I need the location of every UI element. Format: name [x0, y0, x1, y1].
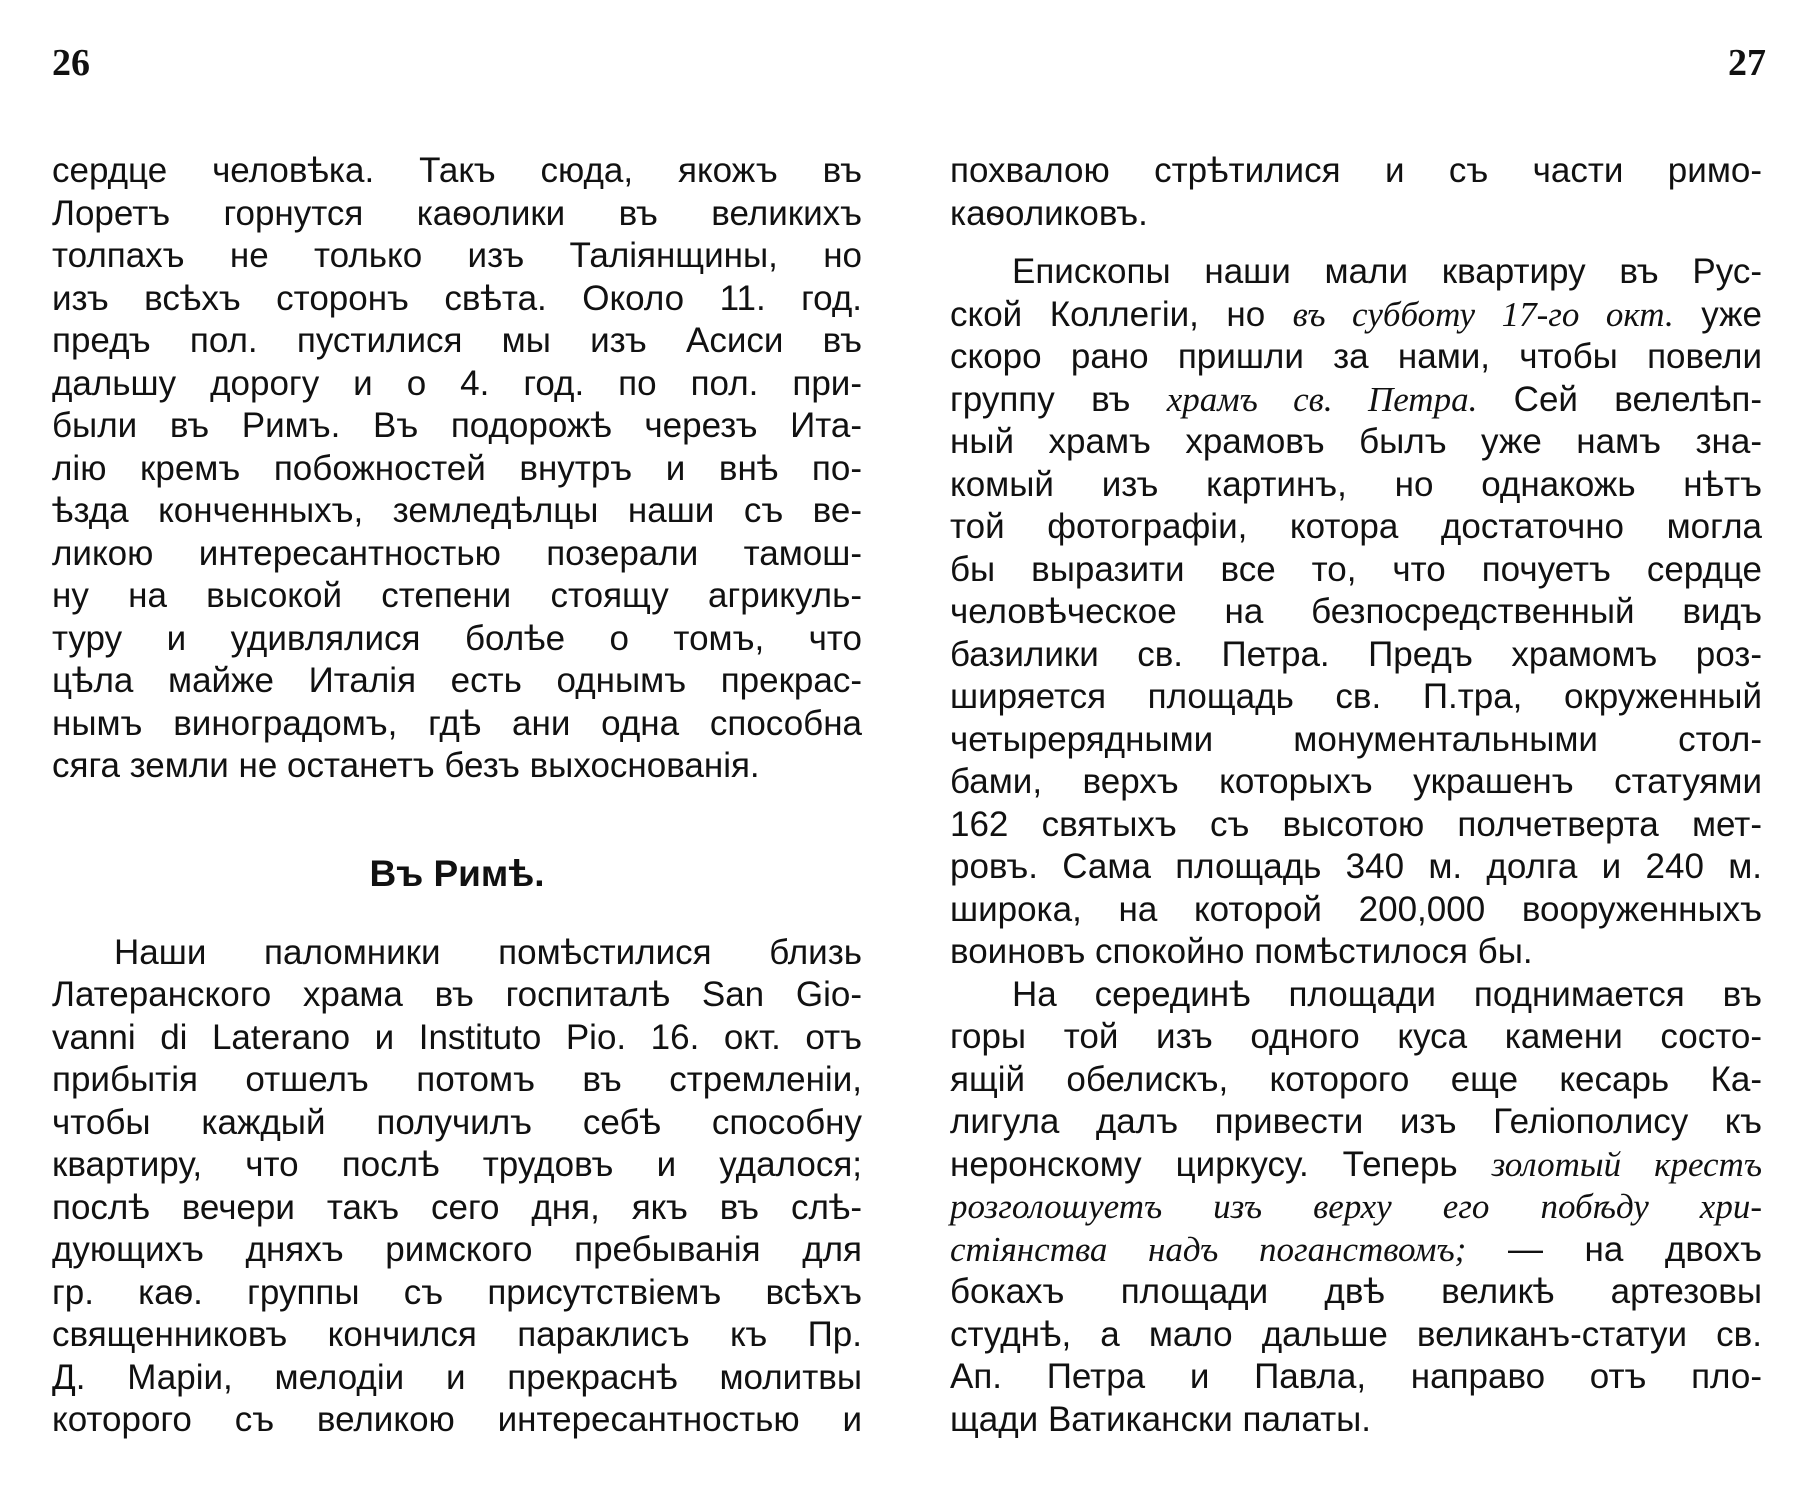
text-line: Епископы наши мали квартиру въ Рус-	[1012, 252, 1762, 291]
text-span: уже	[1673, 294, 1762, 334]
text-line: На серединѣ площади поднимается въ	[1012, 974, 1762, 1014]
text-line: бы выразити все то, что почуетъ сердце	[950, 549, 1762, 589]
text-line: ѣзда конченныхъ, земледѣлцы наши съ ве-	[52, 491, 862, 530]
text-line: дальшу дорогу и о 4. год. по пол. при-	[52, 363, 862, 403]
text-line: Д. Маріи, мелодіи и прекраснѣ молитвы	[52, 1357, 862, 1397]
text-line	[950, 1144, 1762, 1187]
text-line: базилики св. Петра. Предъ храмомъ роз-	[950, 634, 1762, 674]
text-line	[950, 1229, 1762, 1272]
right-paragraph-1	[950, 150, 1762, 235]
text-line: Латеранского храма въ госпиталѣ San Gio-	[52, 975, 862, 1014]
right-paragraph-3	[950, 974, 1762, 1442]
text-line: квартиру, что послѣ трудовъ и удалося;	[52, 1145, 862, 1184]
text-line: толпахъ не только изъ Таліянщины, но	[52, 236, 862, 275]
text-line: каѳоликовъ.	[950, 193, 1148, 233]
text-line: 162 святыхъ съ высотою полчетверта мет-	[950, 804, 1762, 844]
text-span: группу въ	[950, 379, 1167, 419]
text-line: воиновъ спокойно помѣстилося бы.	[950, 932, 1533, 971]
text-line: дующихъ дняхъ римского пребыванія для	[52, 1230, 862, 1269]
right-page-text	[950, 150, 1762, 1441]
text-line: лію кремъ побожностей внутръ и внѣ по-	[52, 448, 862, 488]
text-line: гр. каѳ. группы съ присутствіемъ всѣхъ	[52, 1272, 862, 1312]
italic-date: въ субботу 17-го окт.	[1292, 294, 1674, 334]
text-line: ный храмъ храмовъ былъ уже намъ зна-	[950, 422, 1762, 461]
text-line: туру и удивлялися болѣе о томъ, что	[52, 618, 862, 658]
italic-phrase: стіянства надъ поганствомъ;	[950, 1229, 1467, 1269]
text-line: ликою интересантностью позерали тамош-	[52, 533, 862, 573]
text-line: vanni di Laterano и Instituto Pio. 16. окт. отъ	[52, 1017, 862, 1057]
page-number-right: 27	[1728, 42, 1766, 84]
text-line: предъ пол. пустилися мы изъ Асиси въ	[52, 321, 862, 360]
text-span: Сей велелѣп-	[1477, 379, 1762, 419]
left-page-text	[52, 150, 862, 1442]
text-line: похвалою стрѣтилися и съ части римо-	[950, 151, 1762, 190]
text-line: Ап. Петра и Павла, направо отъ пло-	[950, 1357, 1762, 1396]
right-paragraph-2	[950, 251, 1762, 974]
text-line: студнѣ, а мало дальше великанъ-статуи св.	[950, 1314, 1762, 1354]
text-line	[950, 379, 1762, 422]
left-paragraph-2	[52, 932, 862, 1442]
text-line: были въ Римъ. Въ подорожѣ черезъ Ита-	[52, 406, 862, 445]
text-line: бами, верхъ которыхъ украшенъ статуями	[950, 762, 1762, 801]
page-number-left: 26	[52, 42, 90, 84]
text-line: цѣла майже Италія есть однымъ прекрас-	[52, 661, 862, 700]
text-span: неронскому циркусу. Теперь	[950, 1144, 1492, 1184]
text-line: изъ всѣхъ сторонъ свѣта. Около 11. год.	[52, 278, 862, 318]
text-line: горы той изъ одного куса камени состо-	[950, 1017, 1762, 1056]
text-line: Лоретъ горнутся каѳолики въ великихъ	[52, 193, 862, 233]
text-line: розголошуетъ изъ верху его побѣду хри-	[950, 1187, 1762, 1226]
text-line: ящій обелискъ, которого еще кесарь Ка-	[950, 1059, 1762, 1099]
text-line: ширяется площадь св. П.тра, окруженный	[950, 677, 1762, 716]
text-line: сердце человѣка. Такъ сюда, якожъ въ	[52, 151, 862, 190]
text-line: той фотографіи, котора достаточно могла	[950, 507, 1762, 546]
text-line: бокахъ площади двѣ великѣ артезовы	[950, 1272, 1762, 1311]
text-line: человѣческое на безпосредственный видъ	[950, 592, 1762, 631]
italic-phrase: золотый крестъ	[1491, 1144, 1762, 1184]
text-line: широка, на которой 200,000 вооруженныхъ	[950, 889, 1762, 929]
text-line: щади Ватикански палаты.	[950, 1399, 1371, 1439]
text-line: чтобы каждый получилъ себѣ способну	[52, 1102, 862, 1142]
text-line: которого съ великою интересантностью и	[52, 1400, 862, 1439]
left-paragraph-1	[52, 150, 862, 788]
text-span: ской Коллегіи, но	[950, 294, 1293, 334]
text-span: — на двохъ	[1466, 1229, 1762, 1269]
paragraph-gap	[950, 235, 1762, 251]
text-line: ровъ. Сама площадь 340 м. долга и 240 м.	[950, 847, 1762, 886]
text-line: священниковъ кончился параклисъ къ Пр.	[52, 1315, 862, 1354]
text-line: скоро рано пришли за нами, чтобы повели	[950, 337, 1762, 376]
section-heading: Въ Римѣ.	[369, 852, 545, 894]
text-line: четырерядными монументальными стол-	[950, 719, 1762, 759]
text-line: комый изъ картинъ, но однакожь нѣтъ	[950, 464, 1762, 504]
text-line: прибытія отшелъ потомъ въ стремленіи,	[52, 1060, 862, 1099]
text-line: ну на высокой степени стоящу агрикуль-	[52, 576, 862, 615]
text-line: нымъ виноградомъ, гдѣ ани одна способна	[52, 703, 862, 743]
text-line: Наши паломники помѣстилися близь	[114, 932, 862, 972]
text-line	[950, 294, 1762, 337]
text-line: послѣ вечери такъ сего дня, якъ въ слѣ-	[52, 1187, 862, 1227]
italic-place: храмъ св. Петра.	[1166, 379, 1478, 419]
text-line: лигула далъ привести изъ Геліополису къ	[950, 1102, 1762, 1141]
text-line: сяга земли не останетъ безъ выхоснованія.	[52, 746, 760, 785]
